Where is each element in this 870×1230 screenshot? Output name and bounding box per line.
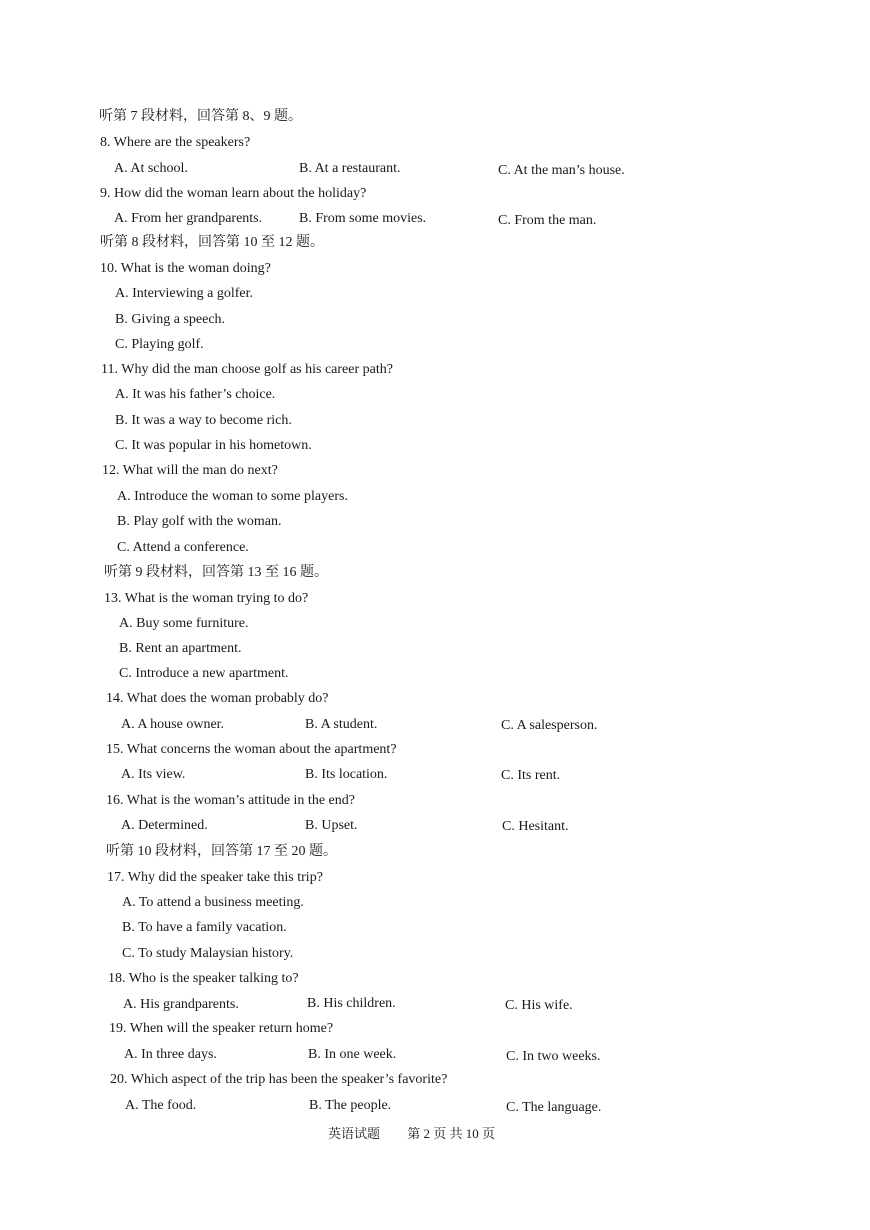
- q17-option-b: B. To have a family vacation.: [122, 920, 287, 935]
- q17-option-a: A. To attend a business meeting.: [122, 895, 304, 910]
- q13-option-c: C. Introduce a new apartment.: [119, 666, 289, 681]
- q15-option-b: B. Its location.: [305, 767, 388, 782]
- q8-option-c: C. At the man’s house.: [498, 163, 625, 178]
- page-footer: [328, 1123, 501, 1142]
- question-9: 9. How did the woman learn about the holiday?: [100, 186, 367, 201]
- question-8: 8. Where are the speakers?: [100, 135, 251, 150]
- question-11: 11. Why did the man choose golf as his career path?: [101, 362, 393, 377]
- q14-option-a: A. A house owner.: [121, 717, 225, 732]
- question-20: 20. Which aspect of the trip has been the speaker’s favorite?: [110, 1072, 448, 1087]
- q16-option-c: C. Hesitant.: [502, 819, 569, 834]
- q19-option-a: A. In three days.: [124, 1047, 217, 1062]
- footer-subject: 英语试题: [328, 1126, 381, 1141]
- q12-option-b: B. Play golf with the woman.: [117, 514, 282, 529]
- q20-option-b: B. The people.: [309, 1098, 392, 1113]
- q11-option-b: B. It was a way to become rich.: [115, 413, 292, 428]
- question-12: 12. What will the man do next?: [102, 463, 278, 478]
- q11-option-c: C. It was popular in his hometown.: [115, 438, 312, 453]
- q9-option-c: C. From the man.: [498, 213, 597, 228]
- q10-option-a: A. Interviewing a golfer.: [115, 286, 254, 301]
- q13-option-a: A. Buy some furniture.: [119, 616, 249, 631]
- q17-option-c: C. To study Malaysian history.: [122, 946, 294, 961]
- q18-option-b: B. His children.: [307, 996, 396, 1011]
- question-17: 17. Why did the speaker take this trip?: [107, 870, 323, 885]
- q8-option-b: B. At a restaurant.: [299, 161, 401, 176]
- q14-option-c: C. A salesperson.: [501, 718, 598, 733]
- question-14: 14. What does the woman probably do?: [106, 691, 329, 706]
- q14-option-b: B. A student.: [305, 717, 378, 732]
- q9-option-a: A. From her grandparents.: [114, 211, 263, 226]
- q12-option-a: A. Introduce the woman to some players.: [117, 489, 348, 504]
- q15-option-a: A. Its view.: [121, 767, 186, 782]
- q13-option-b: B. Rent an apartment.: [119, 641, 242, 656]
- question-10: 10. What is the woman doing?: [100, 261, 271, 276]
- q16-option-b: B. Upset.: [305, 818, 358, 833]
- q18-option-c: C. His wife.: [505, 998, 573, 1013]
- q20-option-a: A. The food.: [125, 1098, 197, 1113]
- q10-option-c: C. Playing golf.: [115, 337, 204, 352]
- section-8-heading: 听第 8 段材料，回答第 10 至 12 题。: [100, 235, 324, 250]
- q12-option-c: C. Attend a conference.: [117, 540, 249, 555]
- q19-option-c: C. In two weeks.: [506, 1049, 601, 1064]
- question-13: 13. What is the woman trying to do?: [104, 591, 309, 606]
- q10-option-b: B. Giving a speech.: [115, 312, 226, 327]
- question-19: 19. When will the speaker return home?: [109, 1021, 334, 1036]
- q8-option-a: A. At school.: [114, 161, 188, 176]
- footer-page-number: 第 2 页 共 10 页: [407, 1126, 496, 1141]
- q20-option-c: C. The language.: [506, 1100, 602, 1115]
- q9-option-b: B. From some movies.: [299, 211, 427, 226]
- q11-option-a: A. It was his father’s choice.: [115, 387, 276, 402]
- section-9-heading: 听第 9 段材料，回答第 13 至 16 题。: [104, 565, 328, 580]
- q15-option-c: C. Its rent.: [501, 768, 561, 783]
- section-10-heading: 听第 10 段材料，回答第 17 至 20 题。: [106, 844, 337, 859]
- q18-option-a: A. His grandparents.: [123, 997, 239, 1012]
- question-16: 16. What is the woman’s attitude in the end?: [106, 793, 355, 808]
- question-18: 18. Who is the speaker talking to?: [108, 971, 299, 986]
- q16-option-a: A. Determined.: [121, 818, 208, 833]
- section-7-heading: 听第 7 段材料，回答第 8、9 题。: [99, 109, 302, 124]
- q19-option-b: B. In one week.: [308, 1047, 397, 1062]
- question-15: 15. What concerns the woman about the apartment?: [106, 742, 397, 757]
